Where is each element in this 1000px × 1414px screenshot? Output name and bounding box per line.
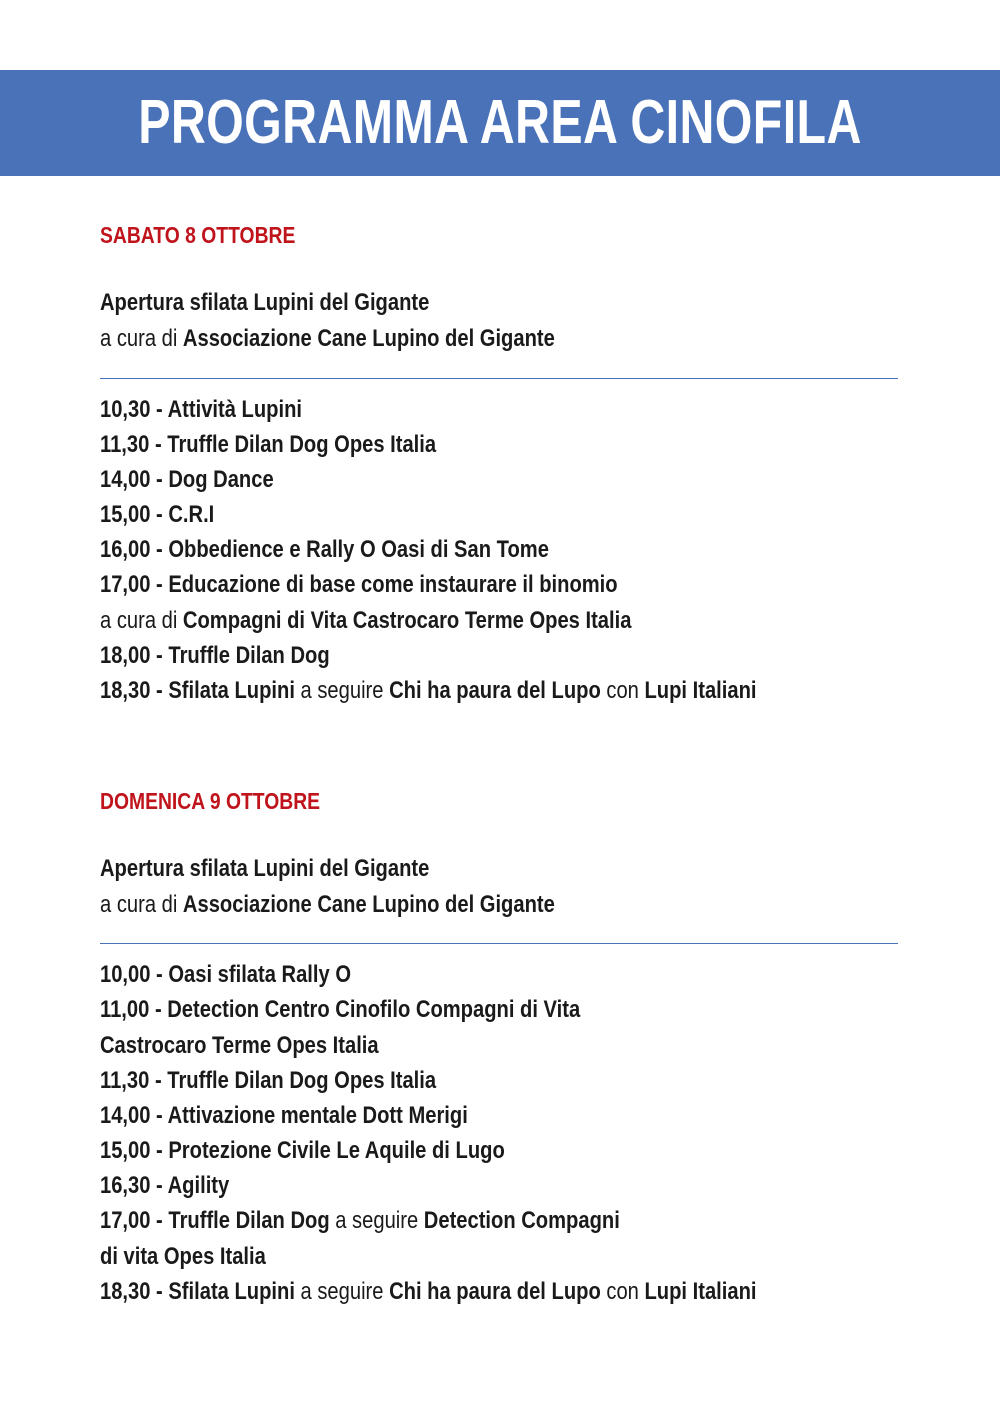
day-1-event-line-9-segment-3: con (600, 677, 645, 704)
day-1-event-line-9 (100, 674, 756, 708)
day-2-event-line-8-segment-1: a seguire (329, 1207, 424, 1234)
day-1-event-line-9-segment-2: Chi ha paura del Lupo (389, 677, 601, 704)
day-1-event-line-8 (100, 639, 330, 673)
day-2-event-line-3-segment-0: Castrocaro Terme Opes Italia (100, 1032, 379, 1059)
day-2-intro-line-2-segment-1: Associazione Cane Lupino del Gigante (182, 891, 555, 918)
day-1-event-line-5-segment-0: 16,00 - Obbedience e Rally O Oasi di San Tome (100, 536, 549, 563)
day-2-event-line-5-segment-0: 14,00 - Attivazione mentale Dott Merigi (100, 1102, 468, 1129)
day-1-intro-line-2-segment-0: a cura di (100, 325, 183, 352)
day-1-event-line-9-segment-1: a seguire (294, 677, 390, 704)
day-2-event-line-10-segment-0: 18,30 - Sfilata Lupini (100, 1278, 295, 1305)
day-1-event-line-7 (100, 604, 631, 638)
day-1-event-line-3 (100, 463, 274, 497)
day-1-intro-line-1-segment-0: Apertura sfilata Lupini del Gigante (100, 289, 430, 316)
day-1-event-line-4 (100, 498, 214, 532)
day-2-event-line-4-segment-0: 11,30 - Truffle Dilan Dog Opes Italia (100, 1067, 437, 1094)
day-1-event-line-7-segment-0: a cura di (100, 607, 183, 634)
day-heading-1: SABATO 8 OTTOBRE (100, 222, 296, 248)
day-1-event-line-9-segment-0: 18,30 - Sfilata Lupini (100, 677, 295, 704)
day-2-event-line-6 (100, 1134, 505, 1168)
day-2-intro-line-2 (100, 888, 555, 922)
day-1-event-line-7-segment-1: Compagni di Vita Castrocaro Terme Opes Italia (182, 607, 632, 634)
day-1-intro-line-1 (100, 286, 429, 320)
day-2-event-line-8-segment-0: 17,00 - Truffle Dilan Dog (100, 1207, 330, 1234)
day-2-event-line-8 (100, 1204, 620, 1238)
day-2-separator (100, 943, 898, 944)
day-2-event-line-8-segment-2: Detection Compagni (423, 1207, 620, 1234)
day-1-event-line-1 (100, 393, 302, 427)
day-1-event-line-1-segment-0: 10,30 - Attività Lupini (100, 396, 303, 423)
day-2-event-line-5 (100, 1099, 468, 1133)
day-1-intro-line-2 (100, 322, 555, 356)
day-1-event-line-3-segment-0: 14,00 - Dog Dance (100, 466, 274, 493)
day-1-event-line-2-segment-0: 11,30 - Truffle Dilan Dog Opes Italia (100, 431, 437, 458)
day-2-event-line-9-segment-0: di vita Opes Italia (100, 1243, 266, 1270)
day-1-event-line-5 (100, 533, 549, 567)
day-2-event-line-10 (100, 1275, 756, 1309)
day-1-event-line-2 (100, 428, 436, 462)
day-1-intro-line-2-segment-1: Associazione Cane Lupino del Gigante (182, 325, 555, 352)
day-2-event-line-3 (100, 1029, 379, 1063)
day-1-event-line-4-segment-0: 15,00 - C.R.I (100, 501, 215, 528)
day-1-event-line-6-segment-0: 17,00 - Educazione di base come instaurare il binomio (100, 571, 618, 598)
day-2-event-line-9 (100, 1240, 266, 1274)
day-2-event-line-2 (100, 993, 580, 1027)
day-2-event-line-2-segment-0: 11,00 - Detection Centro Cinofilo Compagni di Vita (100, 996, 581, 1023)
day-2-event-line-6-segment-0: 15,00 - Protezione Civile Le Aquile di Lugo (100, 1137, 505, 1164)
day-2-event-line-10-segment-4: Lupi Italiani (644, 1278, 757, 1305)
day-2-event-line-10-segment-1: a seguire (294, 1278, 390, 1305)
page-title: PROGRAMMA AREA CINOFILA (138, 88, 862, 157)
day-2-intro-line-2-segment-0: a cura di (100, 891, 183, 918)
day-heading-2: DOMENICA 9 OTTOBRE (100, 788, 321, 814)
day-2-event-line-7-segment-0: 16,30 - Agility (100, 1172, 230, 1199)
day-2-event-line-10-segment-2: Chi ha paura del Lupo (389, 1278, 601, 1305)
day-2-event-line-4 (100, 1064, 436, 1098)
day-2-intro-line-1 (100, 852, 429, 886)
day-1-event-line-8-segment-0: 18,00 - Truffle Dilan Dog (100, 642, 330, 669)
day-1-event-line-6 (100, 568, 618, 602)
day-2-event-line-1-segment-0: 10,00 - Oasi sfilata Rally O (100, 961, 352, 988)
day-2-event-line-7 (100, 1169, 229, 1203)
day-1-separator (100, 378, 898, 379)
day-1-event-line-9-segment-4: Lupi Italiani (644, 677, 757, 704)
day-2-event-line-10-segment-3: con (600, 1278, 645, 1305)
day-2-event-line-1 (100, 958, 351, 992)
day-2-intro-line-1-segment-0: Apertura sfilata Lupini del Gigante (100, 855, 430, 882)
